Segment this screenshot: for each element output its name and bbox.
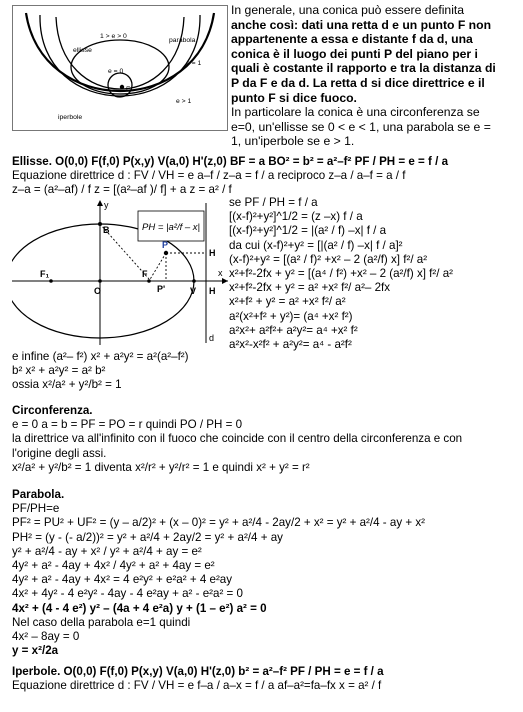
- label-F: F: [126, 86, 131, 93]
- intro-line: quali è costante il rapporto e tra la distanza di: [231, 61, 496, 76]
- intro-line: In generale, una conica può essere definita: [231, 3, 465, 17]
- point-F: [147, 279, 151, 283]
- label-x: x: [218, 268, 223, 278]
- point-B: [98, 222, 102, 226]
- intro-line: P da F e da d. La retta d si dice direttrice e il: [231, 75, 485, 90]
- parabola-line: 4y² + a² - 4ay + 4x² / 4y² + a² + 4ay = e²: [12, 559, 215, 573]
- label-e1: e = 1: [186, 60, 202, 67]
- deriv-line: (x-f)²+y² = [(a² / f)² +x² – 2 (a²/f) x] f²/ a²: [229, 252, 428, 266]
- deriv-line: [(x-f)²+y²]^1/2 = |(a² / f) –x| f / a: [229, 224, 387, 238]
- label-O: O: [94, 286, 102, 296]
- circonferenza-line: x²/a² + y²/b² = 1 diventa x²/r² + y²/r² = 1 e quindi x² + y² = r²: [12, 460, 310, 474]
- point-V: [192, 279, 196, 283]
- iperbole-header: Iperbole. O(0,0) F(f,0) P(x,y) V(a,0) H'(z,0) b² = a²–f² PF / PH = e = f / a: [12, 665, 384, 678]
- parabola-header: Parabola.: [12, 488, 65, 501]
- intro-line: appartenente a essa e distante f da d, una: [231, 32, 473, 47]
- ellisse-line: Equazione direttrice d : FV / VH = e a–f / z–a = f / a reciproco z–a / a–f = a / f: [12, 169, 406, 183]
- intro-paragraph: [231, 3, 517, 149]
- label-parabola: parabola: [169, 37, 196, 44]
- focus-point: [120, 85, 124, 89]
- deriv-line: da cui (x-f)²+y² = [|(a² / f) –x| f / a]²: [229, 238, 403, 252]
- parabola-line: Nel caso della parabola e=1 quindi: [12, 615, 191, 629]
- outer-curve: [26, 13, 214, 91]
- conclusion-line: e infine (a²– f²) x² + a²y² = a²(a²–f²): [12, 350, 189, 363]
- formula-text: PH = |a²/f – x|: [142, 222, 200, 233]
- deriv-line: x²+f² + y² = a² +x² f²/ a²: [229, 295, 346, 309]
- label-P1: P': [157, 284, 166, 294]
- deriv-line: se PF / PH = f / a: [229, 196, 318, 209]
- iperbole-section: [12, 665, 520, 693]
- deriv-line: [(x-f)²+y²]^1/2 = (z –x) f / a: [229, 210, 363, 224]
- circonferenza-line: l'origine degli assi.: [12, 446, 107, 460]
- parabola-line: 4y² + a² - 4ay + 4x² = 4 e²y² + e²a² + 4 e²ay: [12, 573, 233, 587]
- point-P: [164, 251, 168, 255]
- x-arrow: [222, 278, 228, 284]
- segment-pf: [149, 253, 166, 281]
- ellisse-derivation: [229, 196, 519, 352]
- parabola-line: 4x² + 4y² - 4 e²y² - 4ay - 4 e²ay + a² - e²a² = 0: [12, 587, 243, 601]
- circonferenza-line: e = 0 a = b = PF = PO = r quindi PO / PH = 0: [12, 418, 243, 432]
- intro-line: e=0, un'ellisse se 0 < e < 1, una parabola se e =: [231, 119, 491, 134]
- label-y: y: [104, 200, 109, 210]
- label-egt1: e > 1: [176, 98, 192, 105]
- ellisse-line: z–a = (a²–af) / f z = [(a²–af )/ f] + a z = a² / f: [12, 183, 232, 197]
- deriv-line: a²(x²+f² + y²)= (a⁴ +x² f²): [229, 309, 353, 323]
- label-H-top: H: [209, 248, 216, 258]
- y-arrow: [97, 200, 103, 206]
- point-O: [98, 279, 102, 283]
- intro-line: punto F si dice fuoco.: [231, 90, 357, 105]
- intro-line: In particolare la conica è una circonferenza se: [231, 105, 480, 120]
- deriv-line: a²x²-x²f² + a²y²= a⁴ - a²f²: [229, 338, 352, 352]
- parabola-line: 4x² + (4 - 4 e²) y² – (4a + 4 e²a) y + (1 – e²) a² = 0: [12, 601, 267, 615]
- parabola-line: PH² = (y - (- a/2))² = y² + a²/4 + 2ay/2 = y² + a²/4 + ay: [12, 530, 283, 544]
- parabola-section: [12, 488, 520, 658]
- label-P: P: [162, 240, 169, 250]
- ellipse-figure: [12, 197, 230, 347]
- label-F: F: [142, 269, 148, 279]
- deriv-line: a²x²+ a²f²+ a²y²= a⁴ +x² f²: [229, 323, 358, 337]
- ellisse-section: [12, 155, 520, 198]
- conclusion-line: b² x² + a²y² = a² b²: [12, 364, 106, 378]
- ellisse-header: Ellisse. O(0,0) F(f,0) P(x,y) V(a,0) H'(z,0) BF = a BO² = b² = a²–f² PF / PH = e = f / a: [12, 155, 449, 168]
- label-H-bottom: H: [209, 286, 216, 296]
- parabola-line: y² + a²/4 - ay + x² / y² + a²/4 + ay = e²: [12, 544, 202, 558]
- label-V: V: [190, 286, 197, 296]
- deriv-line: x²+f²-2fx + y² = a² +x² f²/ a²– 2fx: [229, 281, 391, 295]
- parabola-line: y = x²/2a: [12, 644, 59, 658]
- iperbole-line: Equazione direttrice d : FV / VH = e f–a / a–x = f / a af–a²=fa–fx x = a² / f: [12, 679, 382, 693]
- deriv-line: x²+f²-2fx + y² = [(a⁴ / f²) +x² – 2 (a²/f) x] f²/ a²: [229, 267, 454, 281]
- parabola-line: PF² = PU² + UF² = (y – a/2)² + (x – 0)² = y² + a²/4 - 2ay/2 + x² = y² + a²/4 - ay + x²: [12, 516, 425, 530]
- circonferenza-line: la direttrice va all'infinito con il fuoco che coincide con il centro della circonferenza e con: [12, 432, 463, 446]
- label-F1: F₁: [40, 269, 50, 279]
- label-ellisse: ellisse: [73, 47, 92, 54]
- circonferenza-header: Circonferenza.: [12, 404, 93, 417]
- parabola-line: PF/PH=e: [12, 502, 60, 516]
- intro-line: anche così: dati una retta d e un punto F non: [231, 17, 492, 32]
- point-F1: [49, 279, 53, 283]
- intro-line: conica è il luogo dei punti P del piano per i: [231, 46, 478, 61]
- ellisse-conclusion: [12, 350, 520, 393]
- label-iperbole: iperbole: [58, 114, 83, 121]
- parabola-line: 4x² – 8ay = 0: [12, 630, 80, 644]
- conclusion-line: ossia x²/a² + y²/b² = 1: [12, 378, 122, 392]
- conics-figure: [12, 5, 228, 131]
- label-B: B: [103, 225, 110, 235]
- intro-line: 1, un'iperbole se e > 1.: [231, 134, 355, 149]
- circonferenza-section: [12, 404, 520, 475]
- label-d: d: [209, 333, 215, 343]
- label-e0: e = 0: [108, 68, 124, 75]
- label-top: 1 > e > 0: [100, 33, 127, 40]
- hyperbola-curve: [40, 15, 200, 96]
